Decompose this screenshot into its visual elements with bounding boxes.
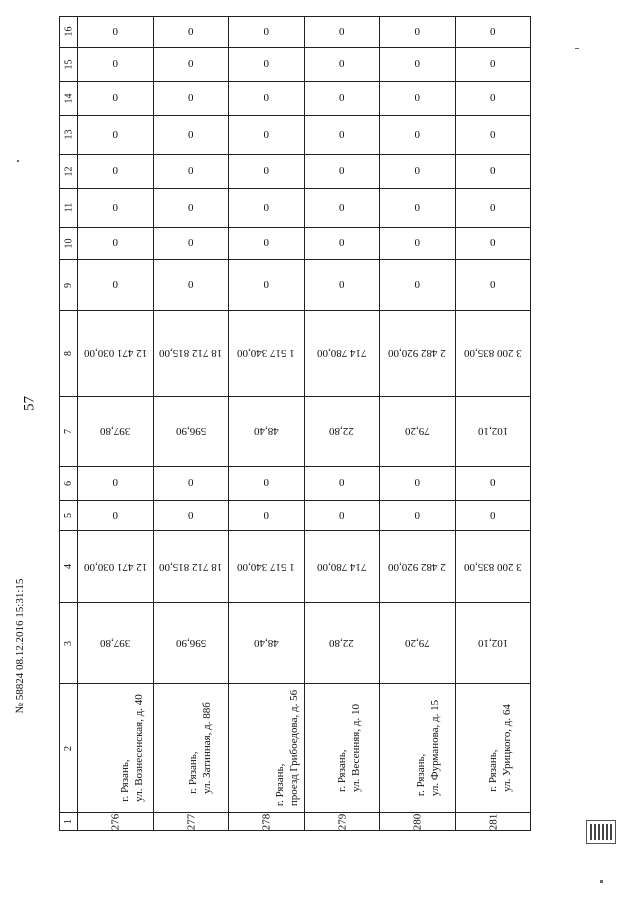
table-cell [380,531,456,603]
table-cell [304,81,380,115]
table-cell [455,531,531,603]
table-cell [229,500,305,531]
zero-value: 0 [263,58,269,71]
table-cell [78,466,154,500]
cost-value: 12 471 030,00 [83,347,147,360]
table-cell [229,396,305,466]
table-cell [455,17,531,48]
table-cell [455,115,531,154]
column-number [60,466,78,500]
scan-mark [600,880,603,883]
area-value: 397,80 [100,425,131,438]
column-number-label: 7 [63,428,74,434]
table-cell [78,81,154,115]
table-cell [455,227,531,259]
table-row-col-12 [60,154,531,188]
address-street: проезд Грибоедова, д. 56 [288,689,301,807]
column-number-label: 3 [63,640,74,646]
address-city: г. Рязань, [186,751,199,794]
table-cell [455,154,531,188]
table-cell [153,683,229,813]
table-cell [380,47,456,81]
column-number [60,47,78,81]
zero-value: 0 [188,92,194,105]
column-number [60,500,78,531]
table-cell [153,115,229,154]
table-cell [78,259,154,310]
address [485,704,513,792]
table-cell [455,81,531,115]
address-street: ул. Вознесенская, д. 40 [132,694,145,802]
column-number [60,396,78,466]
table-row-col-16 [60,17,531,48]
zero-value: 0 [414,477,420,490]
table-cell [229,259,305,310]
column-number-label: 6 [63,480,74,486]
zero-value: 0 [263,237,269,250]
zero-value: 0 [414,128,420,141]
table-cell [380,154,456,188]
table-cell [78,188,154,227]
column-number [60,81,78,115]
row-id: 276 [109,813,122,830]
zero-value: 0 [339,58,345,71]
table-row-col-9 [60,259,531,310]
column-number [60,311,78,396]
table-cell [380,466,456,500]
registry-table [59,16,531,831]
zero-value: 0 [339,128,345,141]
table-cell [78,813,154,831]
table-cell [304,396,380,466]
area-value: 22,80 [329,425,355,438]
address-city: г. Рязань, [335,749,348,793]
area-value: 102,10 [477,637,508,650]
table-cell [304,188,380,227]
column-number-label: 15 [63,59,74,70]
zero-value: 0 [188,58,194,71]
column-number-label: 1 [63,819,74,825]
table-cell [153,188,229,227]
zero-value: 0 [112,165,118,178]
table-row-col-13 [60,115,531,154]
table-cell [153,311,229,396]
zero-value: 0 [414,201,420,214]
area-value: 596,90 [175,637,206,650]
table-cell [153,396,229,466]
table-cell [78,47,154,81]
data-table [59,16,531,831]
zero-value: 0 [112,58,118,71]
table-cell [380,17,456,48]
table-cell [304,259,380,310]
table-cell [380,81,456,115]
zero-value: 0 [414,25,420,38]
table-row-col-14 [60,81,531,115]
zero-value: 0 [112,477,118,490]
column-number-label: 5 [63,513,74,518]
zero-value: 0 [339,201,345,214]
zero-value: 0 [339,25,345,38]
column-number [60,683,78,813]
table-cell [304,531,380,603]
column-number-label: 11 [62,203,74,213]
address-city: г. Рязань, [274,763,287,807]
cost-value: 1 517 340,00 [237,560,296,573]
table-cell [229,47,305,81]
zero-value: 0 [339,477,345,490]
area-value: 79,20 [404,425,430,438]
column-number [60,603,78,683]
table-cell [229,115,305,154]
column-number [60,115,78,154]
area-value: 48,40 [253,425,279,438]
cost-value: 1 517 340,00 [237,347,296,360]
zero-value: 0 [339,237,345,250]
column-number-label: 14 [63,93,74,104]
table-row-col-7 [60,396,531,466]
zero-value: 0 [112,92,118,105]
scan-mark [17,160,19,162]
column-number-label: 12 [63,166,74,177]
address-city: г. Рязань, [486,749,499,792]
table-row-col-4 [60,531,531,603]
zero-value: 0 [263,128,269,141]
table-row-col-8 [60,311,531,396]
zero-value: 0 [414,165,420,178]
table-row-col-11 [60,188,531,227]
zero-value: 0 [490,25,496,38]
zero-value: 0 [414,279,420,292]
zero-value: 0 [112,201,118,214]
table-cell [153,227,229,259]
row-id: 281 [486,813,499,830]
table-cell [229,81,305,115]
zero-value: 0 [263,25,269,38]
address [185,702,213,794]
table-cell [78,311,154,396]
table-cell [304,466,380,500]
zero-value: 0 [490,237,496,250]
area-value: 79,20 [404,637,430,650]
zero-value: 0 [490,165,496,178]
zero-value: 0 [188,128,194,141]
table-cell [78,603,154,683]
table-cell [229,683,305,813]
table-row-col-1 [60,813,531,831]
table-cell [304,17,380,48]
table-cell [304,813,380,831]
address-city: г. Рязань, [118,759,131,802]
table-cell [455,683,531,813]
area-value: 48,40 [253,637,279,650]
table-cell [455,500,531,531]
table-cell [304,154,380,188]
zero-value: 0 [490,58,496,71]
table-cell [153,500,229,531]
page-number: 57 [21,396,38,411]
zero-value: 0 [112,509,118,522]
zero-value: 0 [263,92,269,105]
table-cell [78,683,154,813]
table-cell [153,259,229,310]
area-value: 102,10 [477,425,508,438]
table-cell [229,813,305,831]
column-number [60,188,78,227]
table-row-col-10 [60,227,531,259]
table-cell [78,227,154,259]
table-cell [304,311,380,396]
zero-value: 0 [339,279,345,292]
zero-value: 0 [414,509,420,522]
address [334,704,362,792]
column-number-label: 10 [63,238,74,249]
column-number [60,227,78,259]
table-cell [229,188,305,227]
zero-value: 0 [188,201,194,214]
cost-value: 2 482 920,00 [388,347,447,360]
stamp-logo-icon [586,820,616,844]
zero-value: 0 [112,25,118,38]
table-cell [229,531,305,603]
table-row-col-3 [60,603,531,683]
table-cell [153,603,229,683]
cost-value: 2 482 920,00 [388,560,447,573]
zero-value: 0 [414,92,420,105]
zero-value: 0 [339,509,345,522]
cost-value: 3 200 835,00 [463,347,522,360]
table-cell [229,154,305,188]
table-cell [455,188,531,227]
table-cell [153,466,229,500]
table-cell [380,311,456,396]
area-value: 397,80 [100,637,131,650]
zero-value: 0 [263,165,269,178]
table-cell [78,17,154,48]
zero-value: 0 [188,25,194,38]
table-cell [229,603,305,683]
column-number [60,17,78,48]
area-value: 596,90 [175,425,206,438]
row-id: 279 [335,813,348,830]
table-cell [153,531,229,603]
table-row-col-6 [60,466,531,500]
table-cell [153,154,229,188]
table-cell [380,683,456,813]
table-cell [153,47,229,81]
address-street: ул. Урицкого, д. 64 [500,704,513,792]
cost-value: 12 471 030,00 [83,560,147,573]
row-id: 278 [260,813,273,830]
table-cell [455,813,531,831]
area-value: 22,80 [329,637,355,650]
cost-value: 3 200 835,00 [463,560,522,573]
zero-value: 0 [490,92,496,105]
zero-value: 0 [414,58,420,71]
zero-value: 0 [188,477,194,490]
zero-value: 0 [112,237,118,250]
table-cell [78,500,154,531]
zero-value: 0 [490,477,496,490]
column-number-label: 16 [63,26,74,37]
table-cell [153,81,229,115]
zero-value: 0 [112,128,118,141]
zero-value: 0 [263,477,269,490]
table-cell [455,603,531,683]
table-cell [380,500,456,531]
table-cell [455,466,531,500]
column-number-label: 8 [63,350,74,356]
column-number-label: 9 [63,282,74,288]
table-cell [380,115,456,154]
table-cell [380,188,456,227]
address [273,690,301,806]
address-city: г. Рязань, [415,753,428,797]
zero-value: 0 [490,128,496,141]
cost-value: 18 712 815,00 [159,347,223,360]
table-cell [455,259,531,310]
table-cell [229,227,305,259]
zero-value: 0 [188,237,194,250]
column-number-label: 4 [63,564,74,570]
column-number [60,154,78,188]
address-street: ул. Весенняя, д. 10 [349,704,362,793]
cost-value: 18 712 815,00 [159,560,223,573]
table-cell [78,396,154,466]
table-row-col-15 [60,47,531,81]
table-cell [304,603,380,683]
table-cell [455,47,531,81]
table-cell [304,227,380,259]
table-cell [153,17,229,48]
table-cell [380,813,456,831]
address [118,694,146,802]
document-stamp-text: № 58824 08.12.2016 15:31:15 [14,578,26,714]
table-cell [380,603,456,683]
zero-value: 0 [490,201,496,214]
table-cell [380,396,456,466]
table-cell [380,259,456,310]
table-cell [380,227,456,259]
column-number [60,531,78,603]
zero-value: 0 [339,165,345,178]
table-row-col-2 [60,683,531,813]
table-cell [78,115,154,154]
zero-value: 0 [490,509,496,522]
column-number [60,813,78,831]
zero-value: 0 [263,279,269,292]
address-street: ул. Затинная, д. 88б [200,702,213,794]
zero-value: 0 [490,279,496,292]
scan-mark [575,48,579,49]
zero-value: 0 [188,279,194,292]
address [414,700,442,796]
table-cell [78,531,154,603]
zero-value: 0 [339,92,345,105]
table-cell [304,500,380,531]
row-id: 280 [411,813,424,830]
cost-value: 714 780,00 [317,347,367,360]
column-number [60,259,78,310]
row-id: 277 [184,813,197,830]
table-cell [229,311,305,396]
table-cell [304,47,380,81]
column-number-label: 13 [63,129,74,140]
address-street: ул. Фурманова, д. 15 [429,699,442,797]
cost-value: 714 780,00 [317,560,367,573]
zero-value: 0 [263,509,269,522]
table-cell [455,396,531,466]
zero-value: 0 [112,279,118,292]
zero-value: 0 [263,201,269,214]
table-cell [153,813,229,831]
zero-value: 0 [414,237,420,250]
table-row-col-5 [60,500,531,531]
table-cell [455,311,531,396]
column-number-label: 2 [63,745,74,751]
table-cell [78,154,154,188]
table-cell [304,683,380,813]
zero-value: 0 [188,509,194,522]
table-cell [229,466,305,500]
table-cell [229,17,305,48]
table-cell [304,115,380,154]
zero-value: 0 [188,165,194,178]
